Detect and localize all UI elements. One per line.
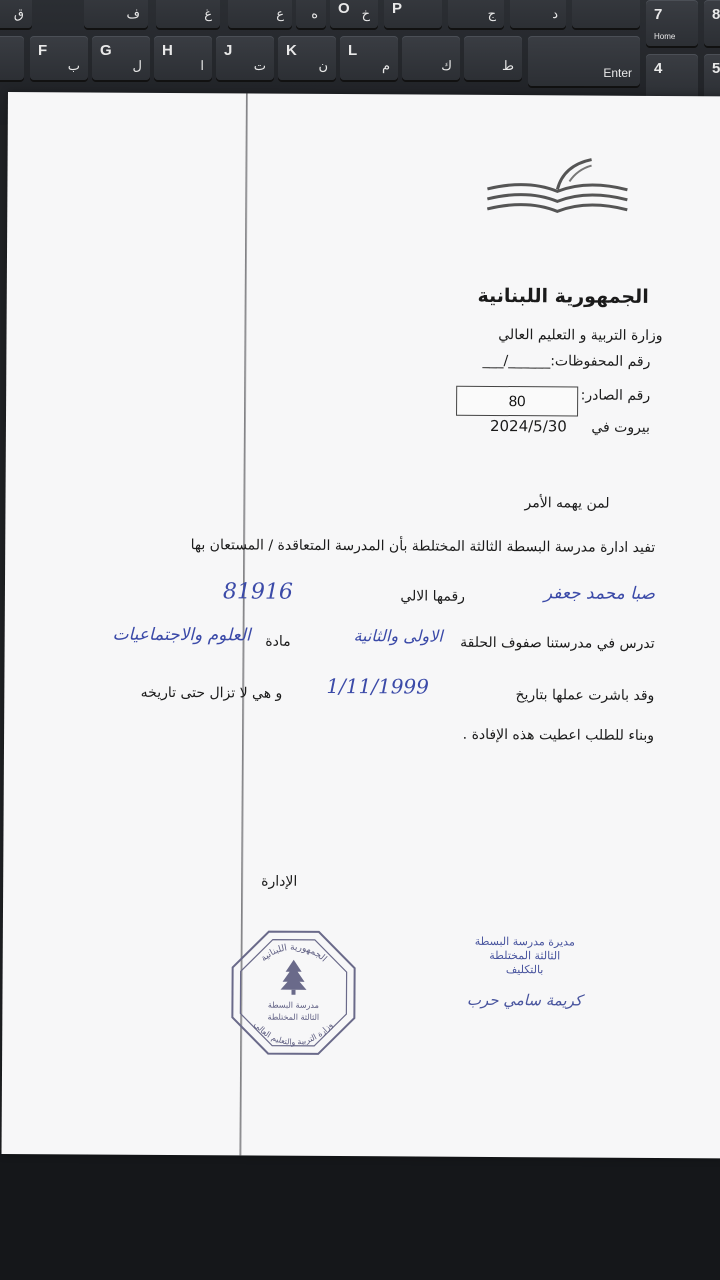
letter-date: 2024/5/30 (489, 416, 567, 436)
key-ha-arabic (296, 0, 326, 28)
key-semicolon (402, 36, 460, 80)
seal-top-text: الجمهورية اللبنانية (259, 942, 329, 965)
key-arabic-label: ت (253, 58, 266, 73)
key-d (0, 36, 24, 80)
numpad-number: 5 (712, 60, 720, 77)
body-line-5: وبناء للطلب اعطيت هذه الإفادة . (462, 726, 655, 744)
numpad-number: 4 (654, 60, 663, 77)
body-line-4-suffix: و هي لا تزال حتى تاريخه (140, 684, 283, 702)
open-book-logo-icon (477, 155, 637, 228)
body-line-1: تفيد ادارة مدرسة البسطة الثالثة المختلطة بأن المدرسة المتعاقدة / المستعان بها (190, 537, 656, 556)
principal-signature-stamp (434, 935, 614, 1008)
key-ain-arabic (228, 0, 292, 28)
seal-center-line-2: الثالثة المختلطة (267, 1012, 320, 1022)
salutation: لمن يهمه الأمر (524, 495, 610, 512)
key-latin-label: H (162, 42, 173, 59)
key-arabic-label: ك (441, 58, 452, 73)
archive-number-label: رقم المحفوظات:______/___ (482, 352, 651, 370)
subject-handwritten: العلوم والاجتماعيات (112, 624, 251, 646)
cycle-handwritten: الاولى والثانية (353, 626, 443, 646)
key-backslash (572, 0, 640, 28)
issued-number-box: 80 (456, 386, 578, 417)
key-arabic-label: ج (487, 6, 496, 21)
key-latin-label: O (338, 0, 350, 17)
teacher-number-handwritten: 81916 (222, 579, 294, 605)
numpad-key-4 (646, 54, 698, 100)
cedar-icon (281, 960, 307, 990)
key-latin-label: J (224, 42, 233, 59)
signature-line-3: بالتكليف (505, 963, 544, 977)
key-g (92, 36, 150, 80)
signature-line-1: مديرة مدرسة البسطة (474, 934, 575, 949)
seal-bottom-text: وزارة التربية والتعليم العالي (252, 1020, 335, 1047)
numpad-key-7 (646, 0, 698, 46)
key-enter (528, 36, 640, 86)
key-arabic-label: ا (200, 58, 204, 73)
key-latin-label: G (100, 42, 112, 59)
key-arabic-label: خ (361, 6, 370, 21)
key-l (340, 36, 398, 80)
key-f (30, 36, 88, 80)
key-k (278, 36, 336, 80)
key-arabic-label: ق (13, 6, 24, 21)
ministry-header: وزارة التربية و التعليم العالي (498, 326, 663, 345)
key-latin-label: F (38, 42, 48, 59)
key-p (384, 0, 442, 28)
numpad-sub-label: Home (654, 32, 676, 41)
key-arabic-label: ط (501, 58, 514, 73)
numpad-key-5 (704, 54, 720, 100)
body-line-4-prefix: وقد باشرت عملها بتاريخ (515, 687, 655, 704)
administration-label: الإدارة (261, 873, 298, 890)
seal-center-line-1: مدرسة البسطة (267, 1000, 319, 1010)
document-paper (2, 92, 720, 1158)
numpad-number: 8 (712, 6, 720, 23)
key-arabic-label: ب (67, 58, 80, 73)
key-f-arabic (84, 0, 148, 28)
key-arabic-label: د (552, 6, 558, 21)
teacher-name-handwritten: صبا محمد جعفر (543, 583, 656, 604)
key-o (330, 0, 378, 28)
key-q-arabic (0, 0, 32, 28)
key-arabic-label: ه (311, 6, 318, 21)
school-seal-stamp (228, 927, 359, 1058)
subject-label: مادة (265, 633, 291, 650)
key-arabic-label: ن (318, 58, 328, 73)
start-date-handwritten: 1/11/1999 (326, 673, 430, 699)
republic-header: الجمهورية اللبنانية (477, 284, 649, 308)
key-arabic-label: ف (126, 6, 140, 21)
key-arabic-label: ل (132, 58, 142, 73)
key-gh-arabic (156, 0, 220, 28)
key-arabic-label: م (381, 58, 390, 73)
issued-number-label: رقم الصادر: (580, 387, 651, 404)
body-line-3-prefix: تدرس في مدرستنا صفوف الحلقة (460, 634, 655, 652)
body-line-2-label: رقمها الالي (400, 588, 465, 605)
key-h (154, 36, 212, 80)
numpad-key-8 (704, 0, 720, 46)
key-j (216, 36, 274, 80)
desk-shadow (0, 1150, 720, 1280)
key-arabic-label: غ (204, 6, 212, 21)
enter-key-label: Enter (603, 66, 632, 80)
key-bracket-close (510, 0, 566, 28)
place-date-label: بيروت في (591, 419, 651, 436)
key-latin-label: P (392, 0, 403, 17)
key-arabic-label: ع (276, 6, 284, 21)
key-bracket (448, 0, 504, 28)
key-latin-label: K (286, 42, 297, 59)
svg-text:وزارة التربية والتعليم العالي (252, 1020, 334, 1047)
numpad-number: 7 (654, 6, 663, 23)
key-latin-label: L (348, 42, 358, 59)
key-quote (464, 36, 522, 80)
signature-line-2: الثالثة المختلطة (489, 948, 561, 963)
signature-name: كريمة سامي حرب (466, 990, 583, 1010)
